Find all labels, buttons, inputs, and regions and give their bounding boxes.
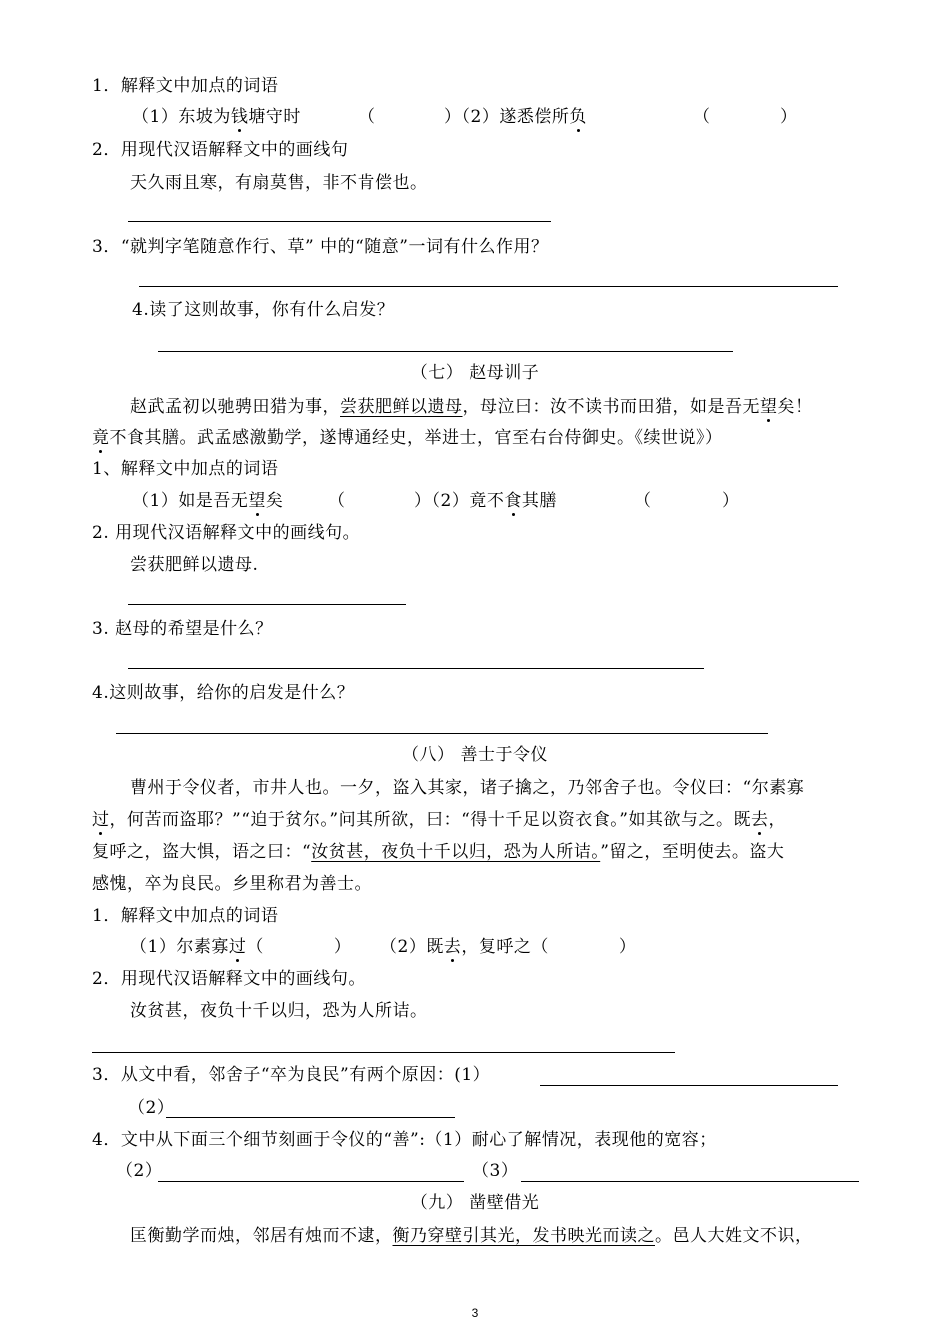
answer-line[interactable] xyxy=(540,1085,838,1086)
dotted-char: 钱 xyxy=(230,107,249,127)
s8-q1-item2: （2）既去，复呼之（ ） xyxy=(380,937,637,957)
dotted-char: 去 xyxy=(443,937,462,957)
s7-passage-line1: 赵武孟初以驰骋田猎为事，尝获肥鲜以遗母，母泣曰：汝不读书而田猎，如是吾无望矣！ xyxy=(130,397,813,417)
s6-q1-item2: ）（2）遂悉偿所负 xyxy=(444,107,587,127)
s8-passage-line3: 复呼之，盗大惧，语之曰：“汝贫甚，夜负十千以归，恐为人所诘。”留之，至明使去。盗大 xyxy=(92,842,785,862)
s7-q2: 2. 用现代汉语解释文中的画线句。 xyxy=(92,523,361,543)
answer-line[interactable] xyxy=(128,221,551,222)
s6-q1-item1: （1）东坡为钱塘守时 xyxy=(132,107,301,127)
s8-passage-line2: 过，何苦而盗耶？”“迫于贫尔。”问其所欲，曰：“得十千足以资衣食。”如其欲与之。既去， xyxy=(92,810,786,830)
underlined-sentence: 汝贫甚，夜负十千以归，恐为人所诘。 xyxy=(311,842,601,862)
answer-paren-open[interactable]: （ xyxy=(693,107,711,127)
answer-paren-close: ） xyxy=(780,107,798,127)
answer-paren-close: ） xyxy=(722,491,740,511)
dotted-char: 食 xyxy=(504,491,522,511)
s6-q1: 1．解释文中加点的词语 xyxy=(92,76,279,96)
underlined-sentence: 衡乃穿壁引其光，发书映光而读之 xyxy=(392,1226,655,1246)
s8-passage-line4: 感愧，卒为良民。乡里称君为善士。 xyxy=(92,874,372,894)
dotted-char: 过 xyxy=(92,810,110,830)
answer-paren-open[interactable]: （ xyxy=(328,491,346,511)
s8-q4-part3: （3） xyxy=(472,1161,519,1181)
dotted-char: 望 xyxy=(248,491,266,511)
dotted-char: 过 xyxy=(228,937,247,957)
s7-q2-sentence: 尝获肥鲜以遗母. xyxy=(130,555,259,575)
s7-q1-item2: ）（2）竟不食其膳 xyxy=(414,491,557,511)
s7-passage-line2: 竟不食其膳。武孟感激勤学，遂博通经史，举进士，官至右台侍御史。《续世说》） xyxy=(92,428,723,448)
s8-q2: 2．用现代汉语解释文中的画线句。 xyxy=(92,969,366,989)
dotted-char: 竟 xyxy=(92,428,110,448)
s7-q4: 4.这则故事，给你的启发是什么？ xyxy=(92,683,355,703)
dotted-char: 去 xyxy=(750,810,769,830)
answer-line[interactable] xyxy=(128,668,704,669)
page-number: 3 xyxy=(471,1306,479,1320)
section-title: （九） 凿壁借光 xyxy=(410,1193,540,1213)
answer-paren-open[interactable]: （ xyxy=(358,107,376,127)
s7-q1-item1: （1）如是吾无望矣 xyxy=(132,491,284,511)
dotted-char: 望 xyxy=(760,397,778,417)
answer-line[interactable] xyxy=(166,1117,455,1118)
s8-passage-line1: 曹州于令仪者，市井人也。一夕，盗入其家，诸子擒之，乃邻舍子也。令仪曰：“尔素寡 xyxy=(130,778,805,798)
s6-q4: 4.读了这则故事，你有什么启发？ xyxy=(132,300,395,320)
answer-line[interactable] xyxy=(128,604,406,605)
s6-q3: 3．“就判字笔随意作行、草” 中的“随意”一词有什么作用？ xyxy=(92,237,549,257)
answer-line[interactable] xyxy=(139,286,838,287)
s8-q4: 4．文中从下面三个细节刻画于令仪的“善”:（1）耐心了解情况，表现他的宽容； xyxy=(92,1130,717,1150)
answer-line[interactable] xyxy=(116,733,768,734)
s8-q1: 1．解释文中加点的词语 xyxy=(92,906,279,926)
s8-q3: 3．从文中看，邻舍子“卒为良民”有两个原因：(1） xyxy=(92,1065,491,1085)
s8-q1-item1: （1）尔素寡过（ ） xyxy=(130,937,352,957)
s8-q4-part2: （2） xyxy=(116,1161,163,1181)
section-title: （七） 赵母训子 xyxy=(410,363,540,383)
answer-line[interactable] xyxy=(521,1181,859,1182)
s7-q1: 1、解释文中加点的词语 xyxy=(92,459,279,479)
answer-line[interactable] xyxy=(158,351,733,352)
dotted-char: 负 xyxy=(569,107,587,127)
s8-q2-sentence: 汝贫甚，夜负十千以归，恐为人所诘。 xyxy=(130,1001,428,1021)
s6-q2-sentence: 天久雨且寒，有扇莫售，非不肯偿也。 xyxy=(130,173,428,193)
s8-q3-part2: （2） xyxy=(128,1098,175,1118)
s6-q2: 2．用现代汉语解释文中的画线句 xyxy=(92,140,349,160)
s7-q3: 3. 赵母的希望是什么？ xyxy=(92,619,273,639)
answer-line[interactable] xyxy=(158,1181,464,1182)
answer-line[interactable] xyxy=(92,1052,675,1053)
s9-passage-line1: 匡衡勤学而烛，邻居有烛而不逮，衡乃穿壁引其光，发书映光而读之。邑人大姓文不识， xyxy=(130,1226,813,1246)
section-title: （八） 善士于令仪 xyxy=(402,745,548,765)
underlined-sentence: 尝获肥鲜以遗母 xyxy=(340,397,463,417)
answer-paren-open[interactable]: （ xyxy=(634,491,652,511)
